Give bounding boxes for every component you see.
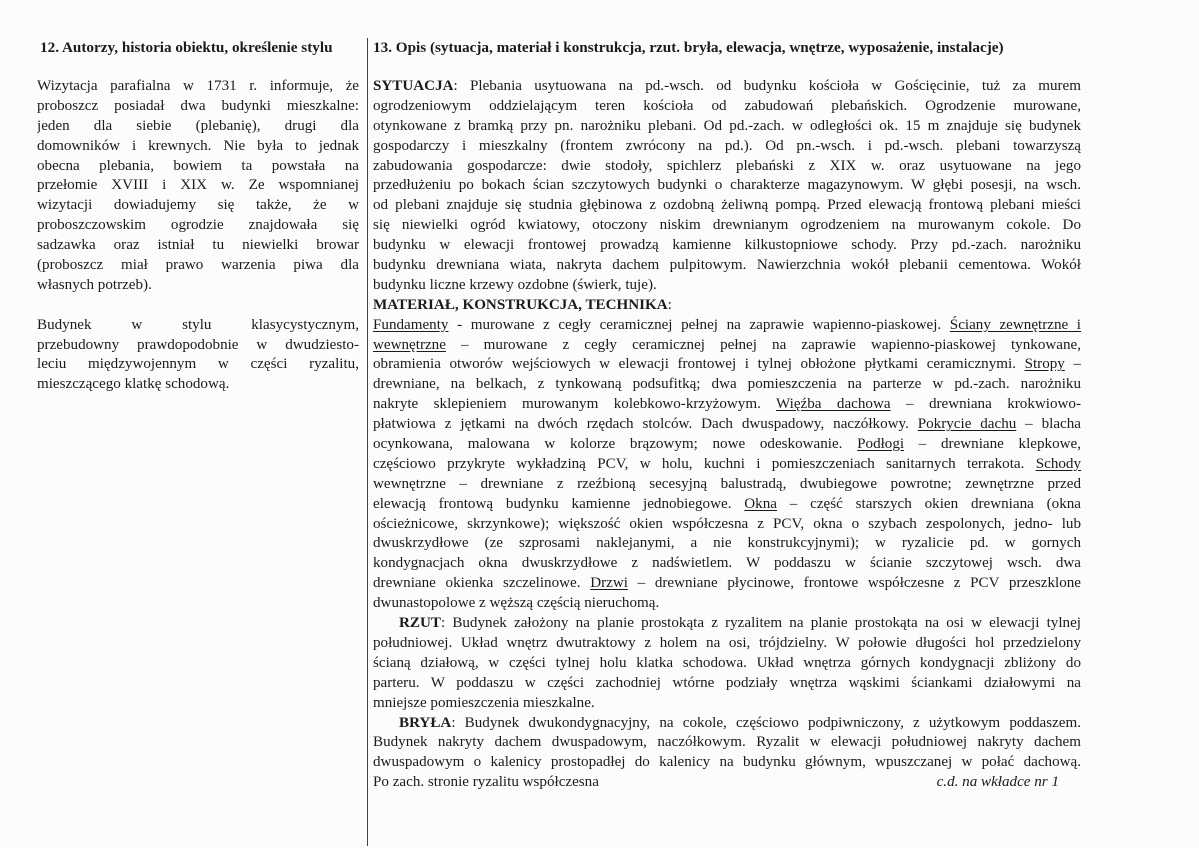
text-segment: dwuskrzydłowe (ze szprosami naklejanymi, a nie konstrukcyjnymi); w ryzalicie pd. w gornych [373, 535, 1081, 552]
text-line [373, 594, 1081, 614]
text-line [373, 355, 1081, 375]
text-line [373, 316, 1081, 336]
term-label: Drzwi [590, 575, 628, 592]
text-line [373, 77, 1081, 97]
section-12-authors-history [37, 37, 359, 395]
text-line [37, 196, 359, 216]
text-line [373, 614, 1081, 634]
text-segment: : [667, 296, 672, 313]
text-segment: : Budynek dwukondygnacyjny, na cokole, częściowo podpiwniczony, z użytkowym poddaszem. [451, 714, 1081, 731]
text-line [373, 574, 1081, 594]
text-segment: przełomie XVIII i XIX w. Ze wspomnianej [37, 177, 359, 194]
text-segment: drewniane okienka szczelinowe. [373, 575, 591, 592]
text-line [373, 773, 1081, 793]
text-segment: nakryte sklepieniem murowanym kolebkowo-krzyżowym. [373, 396, 777, 413]
text-segment: ocynkowana, malowana w kolorze brązowym; nowe odeskowanie. [373, 436, 858, 453]
text-line [373, 495, 1081, 515]
text-segment: Wizytacja parafialna w 1731 r. informuje, że [37, 78, 359, 94]
text-segment: (proboszcz miał prawo warzenia piwa dla [37, 257, 359, 274]
text-segment: mieszczącego klatkę schodową. [37, 376, 230, 393]
text-segment: proboszcz posiadał dwa budynki mieszkalne: [37, 97, 359, 114]
text-segment: Budynek nakryty dachem dwuspadowym, naczółkowym. Ryzalit w elewacji południowej nakryty dachem [373, 734, 1081, 751]
text-line [373, 714, 1081, 734]
text-segment: dwuspadowym o kalenicy prostopadłej do kalenicy na budynku głównym, wpuszczanej w połać dachową. [373, 754, 1081, 771]
text-line [373, 276, 1081, 296]
text-line [373, 654, 1081, 674]
text-line [37, 97, 359, 117]
text-line [373, 256, 1081, 276]
text-line [373, 196, 1081, 216]
text-line [373, 375, 1081, 395]
text-segment: elewacją frontową budynku kamienne jednobiegowe. [373, 495, 745, 512]
text-segment: – [1064, 356, 1081, 373]
term-label: Schody [1035, 455, 1081, 472]
text-line [373, 395, 1081, 415]
text-line [373, 475, 1081, 495]
text-line [37, 316, 359, 336]
text-segment: – część starszych okien drewniana (okna [776, 495, 1081, 512]
text-segment: od plebani znajduje się studnia głębinowa z ozdobną żeliwną pompą. Przed elewacją frontową plebani mieści [373, 197, 1081, 214]
text-line [37, 296, 359, 316]
text-line [373, 733, 1081, 753]
text-segment: dwunastopolowe z węższą częścią nieruchomą. [373, 595, 660, 612]
text-segment: domowników i krewnych. Nie była to jednak [37, 137, 359, 154]
text-line [37, 77, 359, 97]
section-label: BRYŁA [399, 714, 452, 731]
text-line [373, 296, 1081, 316]
text-line [373, 117, 1081, 137]
term-label: wewnętrzne [373, 336, 446, 353]
text-segment: mniejsze pomieszczenia mieszkalne. [373, 694, 595, 711]
section-12-body [37, 77, 359, 395]
text-line [373, 216, 1081, 236]
text-segment: parteru. W poddaszu w części zachodniej wtórne podziały wnętrza wąskimi ściankami działowymi na [373, 674, 1081, 691]
section-label: RZUT [399, 615, 441, 632]
text-segment: jeden dla siebie (plebanię), drugi dla [37, 117, 359, 134]
text-line [373, 455, 1081, 475]
text-segment: budynku liczne krzewy ozdobne (świerk, tuje). [373, 276, 657, 293]
text-segment: Budynek w stylu klasycystycznym, [37, 316, 359, 333]
term-label: Fundamenty [373, 316, 449, 333]
text-segment: – blacha [1016, 416, 1081, 433]
text-line [37, 236, 359, 256]
text-segment: - murowane z cegły ceramicznej pełnej na zaprawie wapienno-piaskowej. [448, 316, 950, 333]
text-line [37, 276, 359, 296]
text-segment: wewnętrzne – drewniane z rzeźbioną secesyjną balustradą, dwubiegowe powrotne; zewnętrzne przed [373, 475, 1081, 492]
text-segment: obecna plebania, bowiem ta powstała na [37, 157, 359, 174]
text-segment: budynku w elewacji frontowej prowadzą kamienne kilkustopniowe schody. Przy pd.-zach. narożniku [373, 237, 1081, 254]
text-segment: częściowo przykryte wykładziną PCV, w holu, kuchni i pomieszczeniach sanitarnych terrakota. [373, 455, 1036, 472]
text-line [37, 216, 359, 236]
text-line [373, 176, 1081, 196]
text-segment: obramienia otworów wejściowych w elewacji frontowej i tylnej obłożone płytkami ceramicznymi. [373, 356, 1025, 373]
text-segment: własnych potrzeb). [37, 276, 152, 293]
text-line [373, 97, 1081, 117]
text-segment: zabudowania gospodarcze: dwie stodoły, spichlerz plebański z XIX w. oraz usytuowane na jego [373, 157, 1081, 174]
text-segment: leciu międzywojennym w części ryzalitu, [37, 356, 359, 373]
text-segment: przedłużeniu po bokach ścian szczytowych budynki o charakterze magazynowym. W głębi posesji, na wsch. [373, 177, 1081, 194]
text-line [373, 694, 1081, 714]
term-label: Więźba dachowa [776, 396, 891, 413]
text-line [373, 415, 1081, 435]
text-segment: : Budynek założony na planie prostokąta z ryzalitem na planie prostokąta na osi w elewacji tylnej [440, 615, 1081, 632]
text-line [37, 176, 359, 196]
text-line [373, 336, 1081, 356]
term-label: Ściany zewnętrzne i [949, 316, 1081, 333]
text-line [37, 117, 359, 137]
text-segment: : Plebania usytuowana na pd.-wsch. od budynku kościoła w Gościęcinie, tuż za murem [453, 78, 1081, 94]
text-segment: Po zach. stronie ryzalitu współczesna [373, 774, 599, 791]
text-segment: ścianą działową, w części tylnej holu klatka schodowa. Układ wnętrza górnych kondygnacji zbliżony do [373, 654, 1081, 671]
term-label: Stropy [1024, 356, 1065, 373]
text-line [373, 753, 1081, 773]
text-segment: kondygnacjach okna dwuskrzydłowe z nadświetlem. W poddaszu w ścianie szczytowej wsch. dwa [373, 555, 1081, 572]
text-line [373, 534, 1081, 554]
column-divider [367, 38, 368, 846]
text-segment: płatwiowa z jętkami na dwóch rzędach stolców. Dach dwuspadowy, naczółkowy. [373, 416, 918, 433]
section-13-body [373, 77, 1081, 793]
text-line [37, 256, 359, 276]
text-line [373, 634, 1081, 654]
section-13-heading: 13. Opis (sytuacja, materiał i konstrukcja, rzut. bryła, elewacja, wnętrze, wyposażenie, instalacje) [373, 39, 1004, 56]
text-segment: ogrodzeniowym oddzielającym teren kościoła od zabudowań plebańskich. Ogrodzenie murowane, [373, 97, 1081, 114]
text-segment: południowej. Układ wnętrz dwutraktowy z holem na osi, trójdzielny. W połowie długości hol przedzielony [373, 634, 1081, 651]
text-line [373, 674, 1081, 694]
section-label: MATERIAŁ, KONSTRUKCJA, TECHNIKA [373, 296, 668, 313]
text-line [373, 515, 1081, 535]
term-label: Okna [744, 495, 777, 512]
continuation-note: c.d. na wkładce nr 1 [936, 774, 1059, 791]
term-label: Pokrycie dachu [917, 416, 1017, 433]
text-line [37, 355, 359, 375]
section-label: SYTUACJA [373, 78, 454, 94]
text-line [37, 375, 359, 395]
text-line [373, 137, 1081, 157]
text-segment: gospodarczy i mieszkalny (frontem zwrócony na pd.). Od pn.-wsch. i pd.-wsch. plebani towarzyszą [373, 137, 1081, 154]
text-segment: – drewniane klepkowe, [904, 436, 1081, 453]
text-segment: otynkowane z bramką przy pn. narożniku plebani. Od pd.-zach. w odległości ok. 15 m znajduje się budynek [373, 117, 1081, 134]
text-segment: sadzawka oraz istniał tu niewielki browar [37, 237, 359, 254]
term-label: Podłogi [857, 436, 905, 453]
text-segment: wizytacji dowiadujemy się także, że w [37, 197, 359, 214]
text-segment: przebudowny prawdopodobnie w dwudziesto- [37, 336, 359, 353]
text-line [37, 336, 359, 356]
text-line [373, 236, 1081, 256]
section-12-heading: 12. Autorzy, historia obiektu, określenie stylu [40, 39, 333, 56]
text-segment: ościeżnicowe, skrzynkowe); większość okien współczesna z PCV, okna o szybach zespolonych, jedno- lub [373, 515, 1081, 532]
text-segment: proboszczowskim ogrodzie znajdowała się [37, 217, 359, 234]
text-line [373, 157, 1081, 177]
text-segment: – murowane z cegły ceramicznej pełnej na zaprawie wapienno-piaskowej tynkowane, [445, 336, 1081, 353]
text-line [37, 137, 359, 157]
section-13-description [373, 37, 1081, 793]
text-line [373, 435, 1081, 455]
text-segment: się niewielki ogród kwiatowy, otoczony niskim drewnianym ogrodzeniem na murowanym cokole. Do [373, 217, 1081, 234]
text-segment: – drewniana krokwiowo- [890, 396, 1081, 413]
text-line [37, 157, 359, 177]
text-segment: drewniane, na belkach, z tynkowaną podsufitką; dwa pomieszczenia na parterze w pd.-zach. narożniku [373, 376, 1081, 393]
text-segment: budynku drewniana wiata, nakryta dachem pulpitowym. Nawierzchnia wokół plebanii cementowa. Wokół [373, 257, 1081, 274]
text-line [373, 554, 1081, 574]
text-segment: – drewniane płycinowe, frontowe współczesne z PCV przeszklone [627, 575, 1081, 592]
